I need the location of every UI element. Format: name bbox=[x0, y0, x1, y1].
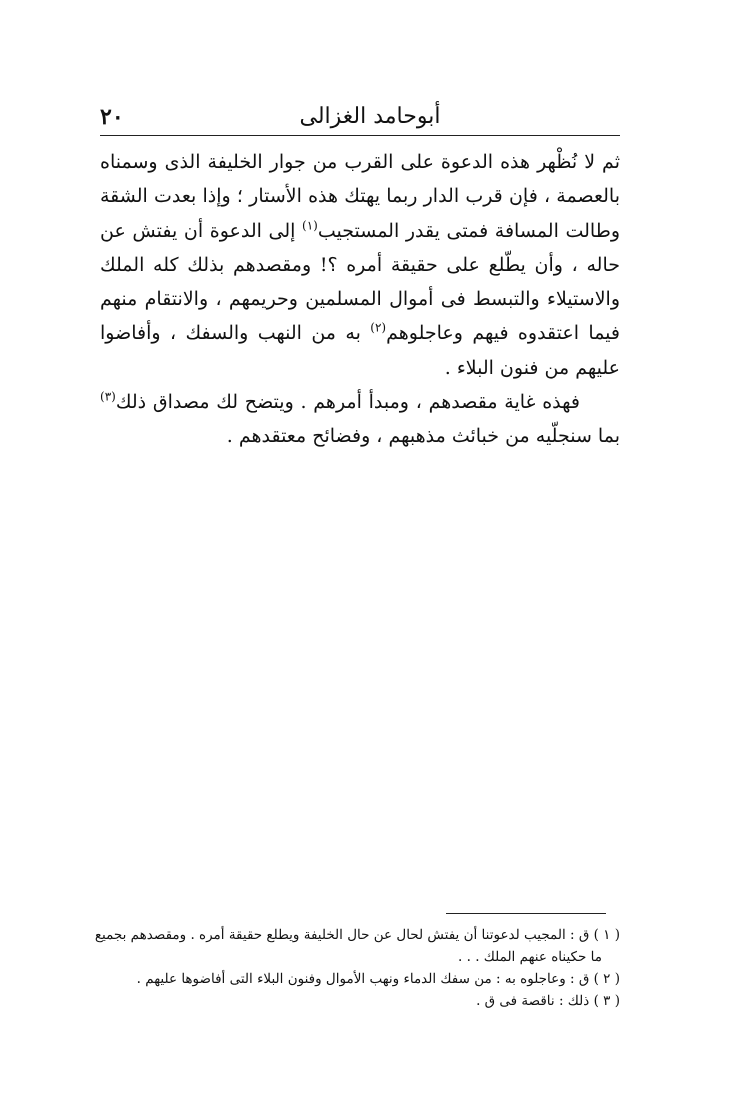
running-head: أبوحامد الغزالى bbox=[299, 104, 441, 129]
footnote-ref-3: (٣) bbox=[100, 389, 116, 404]
paragraph-1-continuation: إلى الدعوة أن يفتش عن حاله ، وأن يطّلع على حقيقة أمره ؟! ومقصدهم بذلك كله الملك والاستيلاء والتبسط فى أموال المسلمين وحريمهم ، والانتقام منهم فيما اعتقدوه فيهم وعاجلوهم bbox=[100, 219, 620, 345]
paragraph-2 bbox=[100, 385, 620, 454]
paragraph-1 bbox=[100, 145, 620, 385]
footnote-ref-1: (١) bbox=[302, 218, 318, 233]
main-text bbox=[100, 145, 620, 454]
footnotes bbox=[80, 924, 620, 1012]
paragraph-1-text: ثم لا نُظْهر هذه الدعوة على القرب من جوار الخليفة الذى وسمناه بالعصمة ، فإن قرب الدار ربما يهتك هذه الأستار ؛ وإذا بعدت الشقة وطالت المسافة فمتى يقدر المستجيب bbox=[100, 151, 620, 242]
footnote-1: ( ١ ) ق : المجيب لدعوتنا أن يفتش لحال عن حال الخليفة ويطلع حقيقة أمره . ومقصدهم بجميع ما حكيناه عنهم الملك . . . bbox=[94, 927, 620, 965]
paragraph-1-ending: به من النهب والسفك ، وأفاضوا عليهم من فنون البلاء . bbox=[100, 322, 620, 379]
page-number: ٢٠ bbox=[100, 104, 124, 130]
paragraph-2-text: فهذه غاية مقصدهم ، ومبدأ أمرهم . ويتضح لك مصداق ذلك bbox=[115, 391, 580, 414]
page-header bbox=[100, 100, 620, 136]
footnote-2: ( ٢ ) ق : وعاجلوه به : من سفك الدماء ونهب الأموال وفنون البلاء التى أفاضوها عليهم . bbox=[136, 971, 620, 987]
paragraph-2-continuation: بما سنجلّيه من خبائث مذهبهم ، وفضائح معتقدهم . bbox=[226, 425, 620, 448]
footnote-ref-2: (٢) bbox=[370, 321, 387, 336]
footnote-rule bbox=[446, 913, 606, 914]
header-rule bbox=[100, 135, 620, 136]
footnote-3: ( ٣ ) ذلك : ناقصة فى ق . bbox=[476, 993, 620, 1009]
